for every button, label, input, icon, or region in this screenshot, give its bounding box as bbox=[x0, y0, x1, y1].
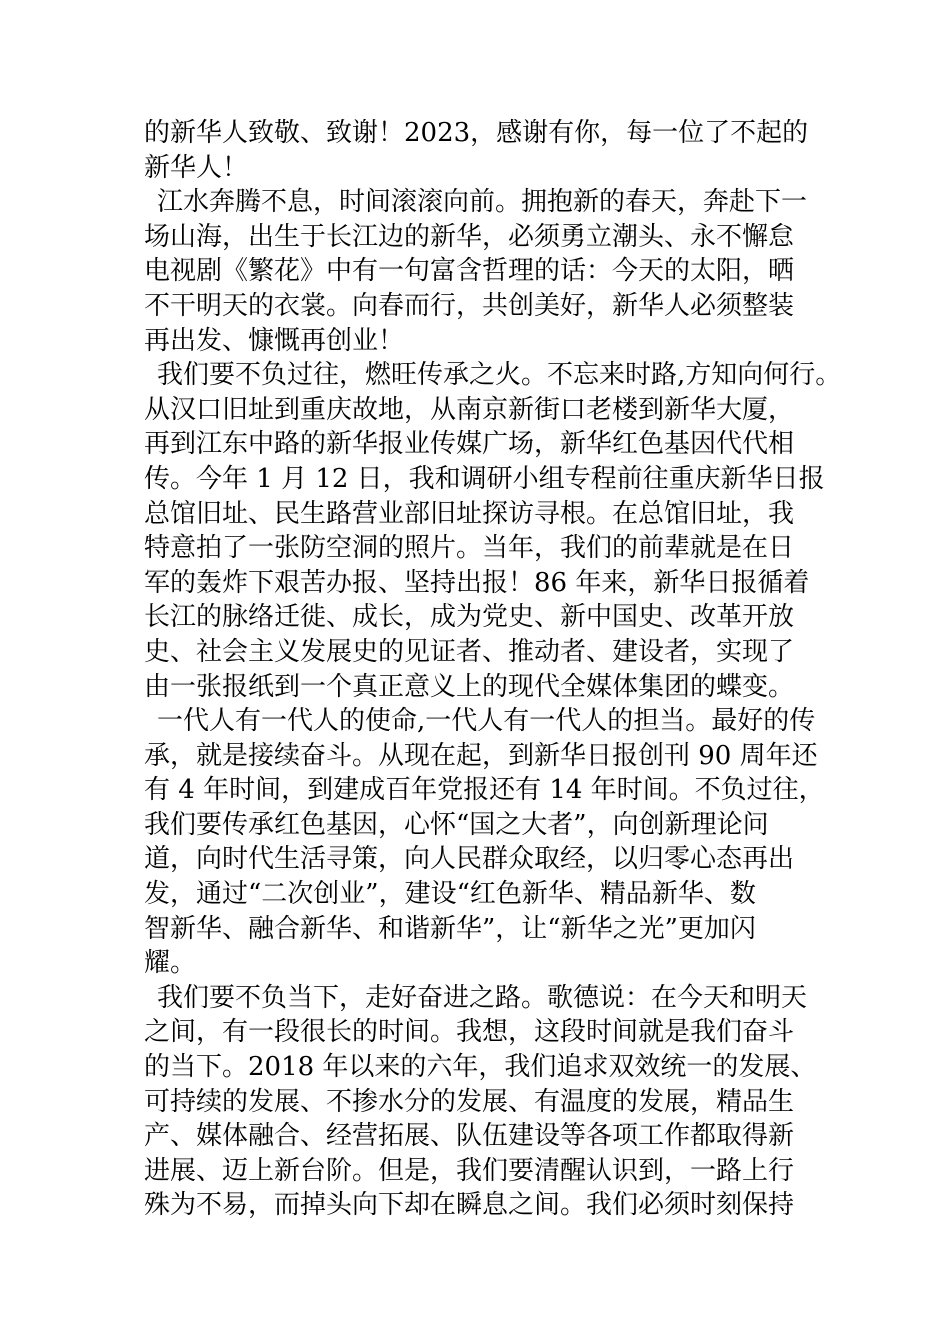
text-line: 道，向时代生活寻策，向人民群众取经，以归零心态再出 bbox=[144, 844, 795, 875]
text-line: 的新华人致敬、致谢！2023，感谢有你，每一位了不起的 bbox=[144, 118, 809, 148]
text-line: 再到江东中路的新华报业传媒广场，新华红色基因代代相 bbox=[144, 429, 795, 460]
text-line: 军的轰炸下艰苦办报、坚持出报！86 年来，新华日报循着 bbox=[144, 567, 810, 598]
text-line: 特意拍了一张防空洞的照片。当年，我们的前辈就是在日 bbox=[144, 533, 795, 564]
text-line: 我们要传承红色基因，心怀“国之大者”，向创新理论问 bbox=[144, 809, 769, 840]
paragraph-start-line: 我们要不负当下，走好奋进之路。歌德说：在今天和明天 bbox=[157, 982, 808, 1013]
text-line: 的当下。2018 年以来的六年，我们追求双效统一的发展、 bbox=[144, 1052, 817, 1083]
text-line: 由一张报纸到一个真正意义上的现代全媒体集团的蝶变。 bbox=[144, 671, 795, 702]
text-line: 有 4 年时间，到建成百年党报还有 14 年时间。不负过往， bbox=[144, 775, 825, 806]
text-line: 总馆旧址、民生路营业部旧址探访寻根。在总馆旧址，我 bbox=[144, 498, 795, 529]
paragraph-start-line: 我们要不负过往，燃旺传承之火。不忘来时路,方知向何行。 bbox=[157, 360, 842, 391]
text-line: 长江的脉络迁徙、成长，成为党史、新中国史、改革开放 bbox=[144, 602, 795, 633]
text-line: 耀。 bbox=[144, 948, 197, 979]
text-line: 之间，有一段很长的时间。我想，这段时间就是我们奋斗 bbox=[144, 1017, 795, 1048]
text-line: 史、社会主义发展史的见证者、推动者、建设者，实现了 bbox=[144, 636, 795, 667]
text-line: 智新华、融合新华、和谐新华”，让“新华之光”更加闪 bbox=[144, 913, 756, 944]
text-line: 不干明天的衣裳。向春而行，共创美好，新华人必须整装 bbox=[144, 290, 795, 321]
text-line: 殊为不易，而掉头向下却在瞬息之间。我们必须时刻保持 bbox=[144, 1190, 795, 1221]
text-line: 承，就是接续奋斗。从现在起，到新华日报创刊 90 周年还 bbox=[144, 740, 818, 771]
text-line: 场山海，出生于长江边的新华，必须勇立潮头、永不懈怠 bbox=[144, 221, 795, 252]
text-line: 发，通过“二次创业”，建设“红色新华、精品新华、数 bbox=[144, 879, 756, 910]
text-line: 再出发、慷慨再创业！ bbox=[144, 325, 405, 356]
text-line: 从汉口旧址到重庆故地，从南京新街口老楼到新华大厦， bbox=[144, 394, 795, 425]
text-line: 新华人！ bbox=[144, 152, 249, 183]
text-line: 产、媒体融合、经营拓展、队伍建设等各项工作都取得新 bbox=[144, 1121, 795, 1152]
paragraph-start-line: 一代人有一代人的使命,一代人有一代人的担当。最好的传 bbox=[157, 706, 816, 737]
text-line: 可持续的发展、不掺水分的发展、有温度的发展，精品生 bbox=[144, 1086, 795, 1117]
text-line: 电视剧《繁花》中有一句富含哲理的话：今天的太阳，晒 bbox=[144, 256, 795, 287]
text-line: 进展、迈上新台阶。但是，我们要清醒认识到，一路上行 bbox=[144, 1155, 795, 1186]
paragraph-start-line: 江水奔腾不息，时间滚滚向前。拥抱新的春天，奔赴下一 bbox=[157, 187, 808, 218]
body-text bbox=[144, 116, 842, 1223]
text-line: 传。今年 1 月 12 日，我和调研小组专程前往重庆新华日报 bbox=[144, 463, 825, 494]
